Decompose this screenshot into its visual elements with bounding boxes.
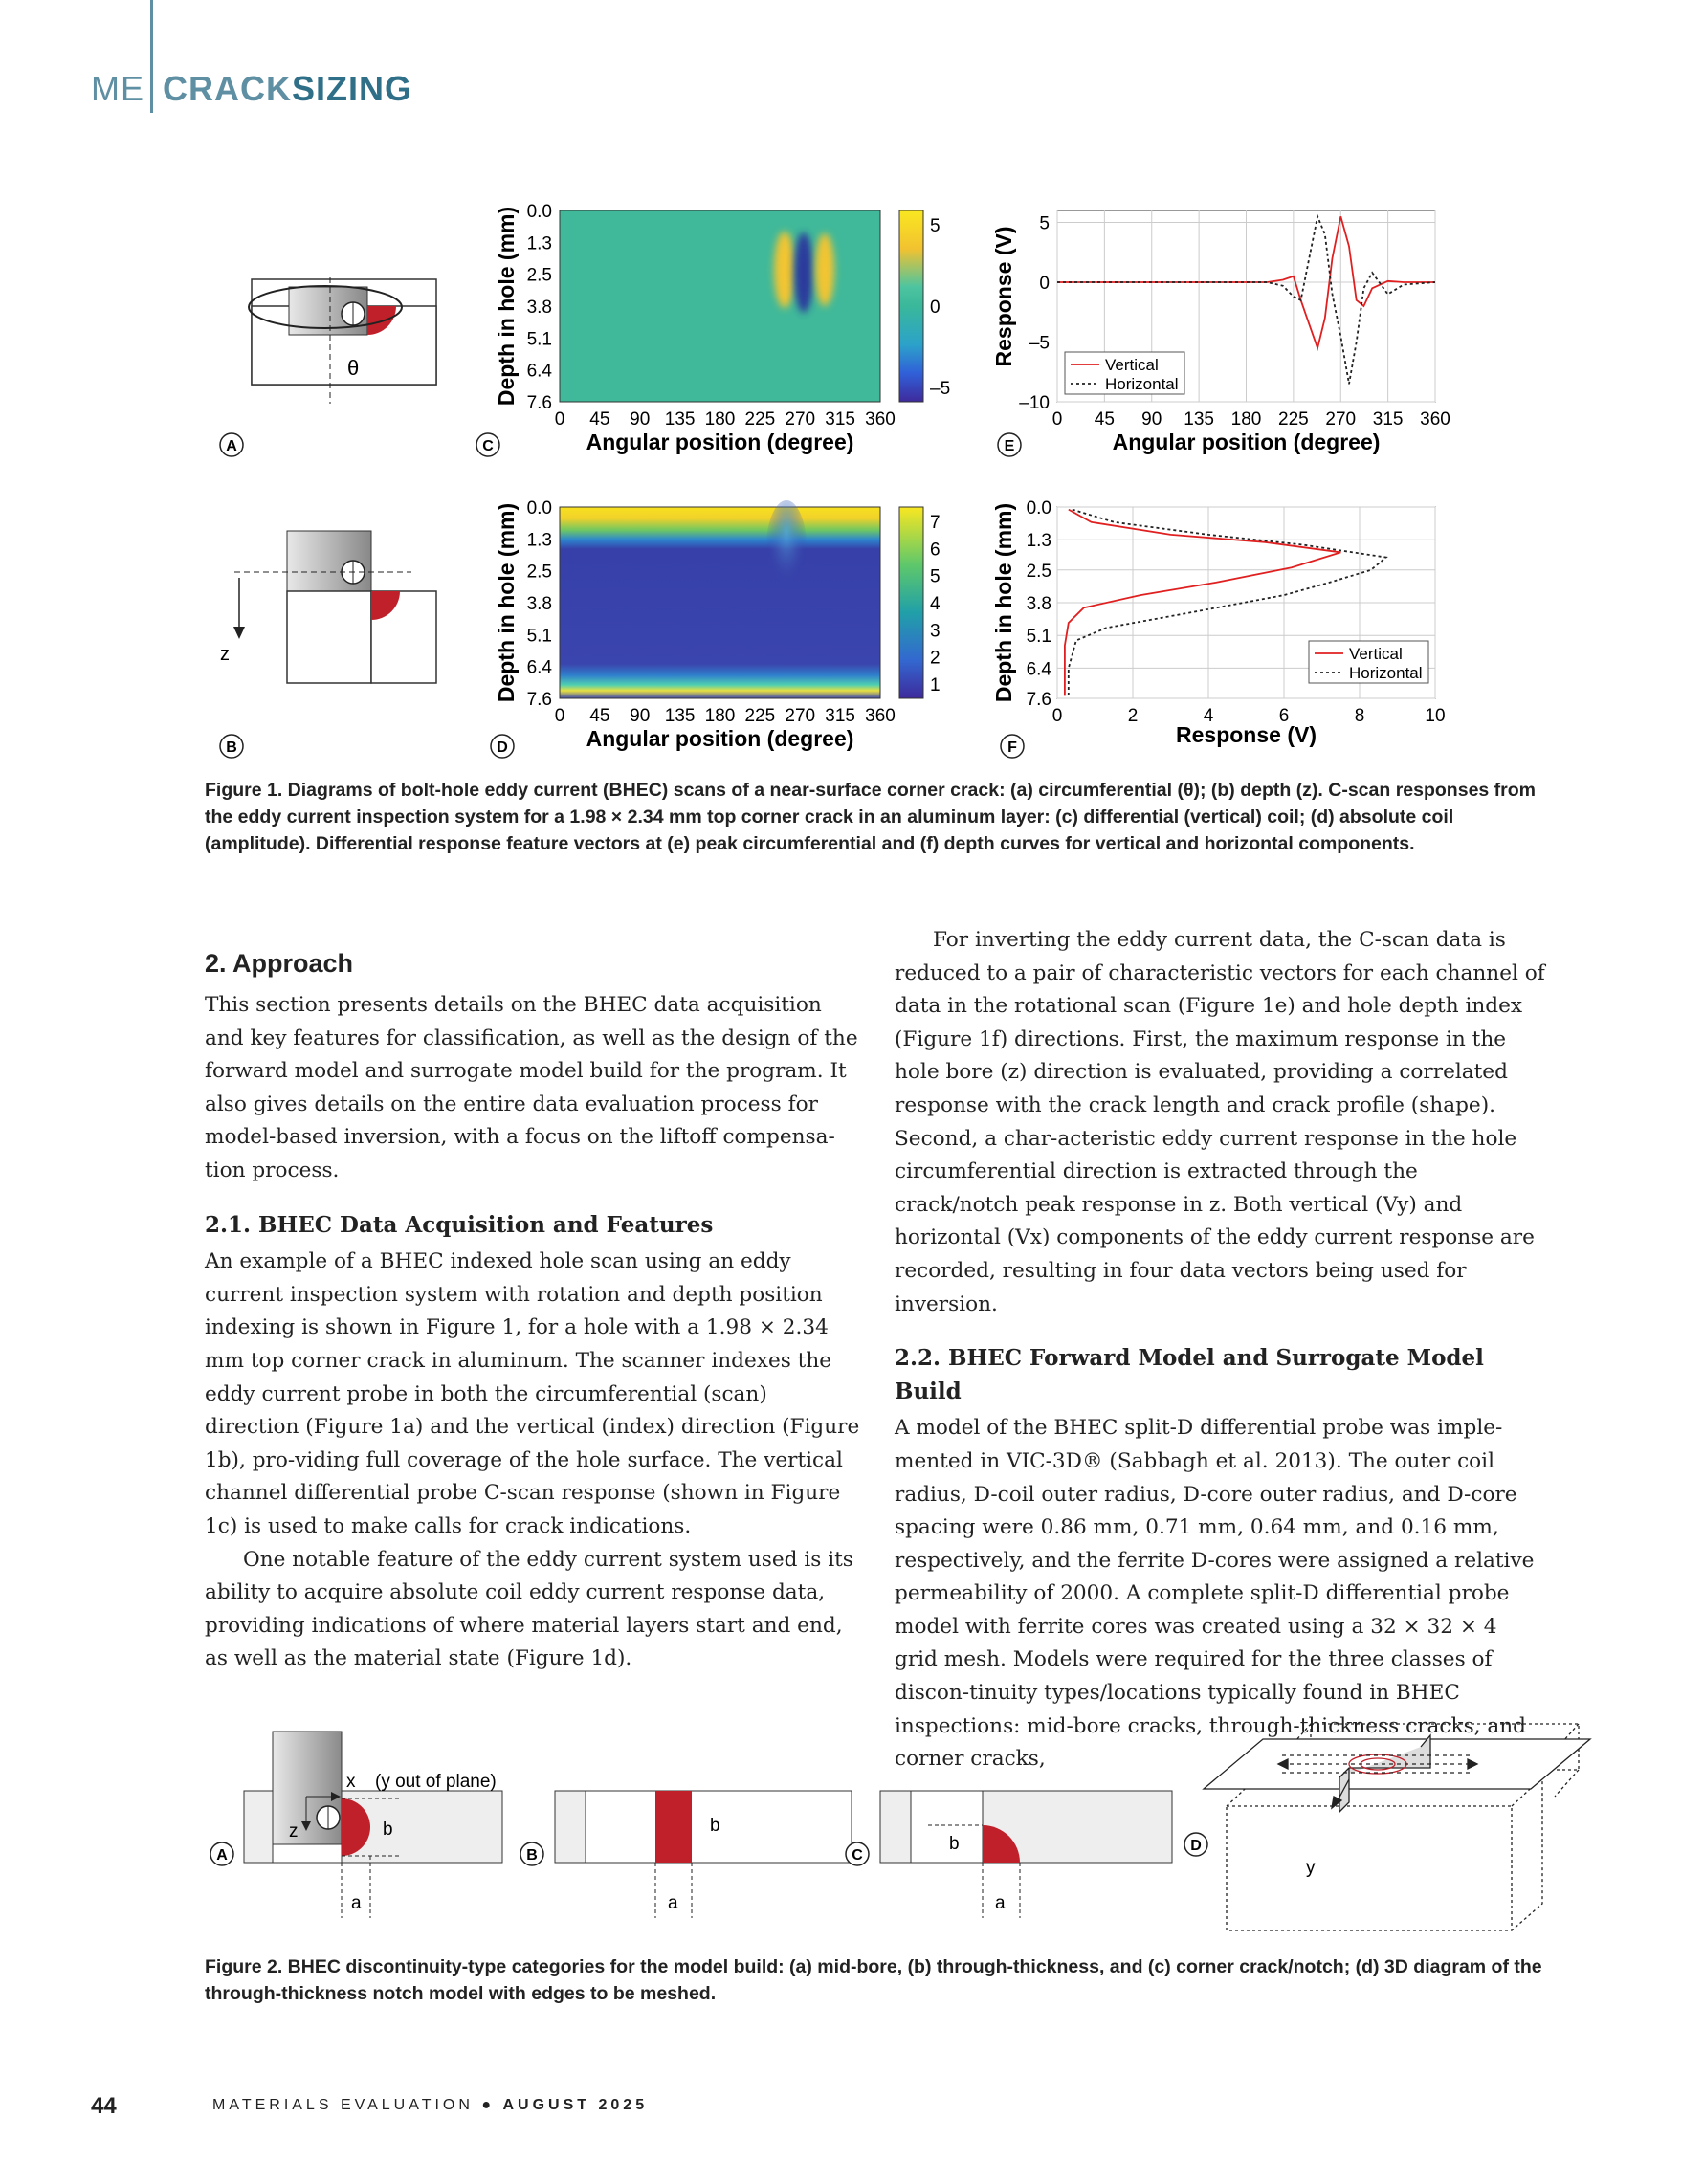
panel-letter: D xyxy=(497,739,508,756)
fig2a-b-label: b xyxy=(383,1820,393,1840)
y-axis-label: Depth in hole (mm) xyxy=(494,206,519,407)
e-y-tick-label: –10 xyxy=(1019,393,1050,413)
depth-tick-label: 0.0 xyxy=(526,498,552,518)
panel-letter: F xyxy=(1007,739,1017,756)
e-y-tick-label: 5 xyxy=(1039,213,1050,234)
fig2-panel-letter: B xyxy=(526,1847,538,1864)
fig2-panel-a xyxy=(244,1732,502,1918)
depth-tick-label: 1.3 xyxy=(526,233,552,254)
f-y-tick-label: 0.0 xyxy=(1026,498,1051,518)
angle-tick-label: 90 xyxy=(630,409,651,430)
angle-tick-label: 225 xyxy=(744,409,776,430)
angle-tick-label: 315 xyxy=(825,706,855,726)
page-number: 44 xyxy=(91,2093,117,2119)
f-y-tick-label: 6.4 xyxy=(1026,659,1051,680)
f-x-tick-label: 8 xyxy=(1354,706,1365,726)
colorbar-tick-label: 0 xyxy=(930,298,941,318)
angle-tick-label: 135 xyxy=(664,409,696,430)
colorbar-tick-label: 1 xyxy=(930,675,941,695)
colorbar-tick-label: 4 xyxy=(930,594,941,614)
depth-tick-label: 2.5 xyxy=(526,562,552,583)
colorbar-tick-label: 2 xyxy=(930,648,941,669)
angle-tick-label: 360 xyxy=(865,409,896,430)
panel-letter: A xyxy=(226,438,237,454)
depth-tick-label: 1.3 xyxy=(526,530,552,551)
angle-tick-label: 270 xyxy=(785,409,816,430)
fig2a-x-label: x xyxy=(346,1772,356,1792)
acquisition-paragraph-2: One notable feature of the eddy current system used is its ability to acquire absolute coil eddy current response data, providing indications of where material layers start and end, as well as the material state (Figure 1d). xyxy=(205,1547,853,1671)
f-x-tick-label: 6 xyxy=(1278,706,1290,726)
fig1-panel-d xyxy=(560,500,923,698)
e-x-tick-label: 0 xyxy=(1051,409,1063,430)
fig2b-b-label: b xyxy=(710,1816,720,1836)
fig1-panel-b-diagram xyxy=(220,531,436,683)
depth-tick-label: 7.6 xyxy=(526,690,552,710)
e-x-tick-label: 135 xyxy=(1184,409,1214,430)
e-x-tick-label: 315 xyxy=(1372,409,1404,430)
fig2-panel-b xyxy=(555,1791,852,1918)
angle-tick-label: 315 xyxy=(825,409,855,430)
model-paragraph: A model of the BHEC split-D differential probe was imple-mented in VIC-3D® (Sabbagh et al. 2013). The outer coil radius, D-coil outer radius, D-core outer radius, and D-core spacing were 0.86 mm, 0.71 mm, 0.64 mm, and 0.16 mm, respectively, and the ferrite D-cores were assigned a relative permeability of 2000. A complete split-D differential probe model with ferrite cores was created using a 32 × 32 × 4 grid mesh. Models were required for the three classes of discon-tinuity types/locations typically found in BHEC inspections: mid-bore cracks, through-thickness cracks, and corner cracks, xyxy=(895,1416,1535,1772)
fig1a-theta: θ xyxy=(347,356,360,380)
f-legend-vertical: Vertical xyxy=(1349,645,1403,663)
depth-tick-label: 5.1 xyxy=(526,329,552,350)
e-x-tick-label: 225 xyxy=(1278,409,1309,430)
y-axis-label: Depth in hole (mm) xyxy=(494,502,519,703)
fig1-panel-c xyxy=(560,210,923,402)
figure-2-caption: Figure 2. BHEC discontinuity-type categories for the model build: (a) mid-bore, (b) through-thickness, and (c) corner crack/notch; (d) 3D diagram of the through-thickness notch model with edges to be meshed. xyxy=(205,1956,1542,2004)
fig1b-z: z xyxy=(220,644,230,665)
f-y-tick-label: 1.3 xyxy=(1026,531,1051,552)
colorbar-tick-label: 5 xyxy=(930,566,941,587)
fig2a-z-label: z xyxy=(289,1821,299,1842)
model-heading: 2.2. BHEC Forward Model and Surrogate Model Build xyxy=(895,1345,1484,1404)
issue-date: AUGUST 2025 xyxy=(502,2097,649,2113)
f-legend-horizontal: Horizontal xyxy=(1349,664,1423,682)
angle-tick-label: 0 xyxy=(554,409,565,430)
depth-tick-label: 0.0 xyxy=(526,202,552,222)
angle-tick-label: 360 xyxy=(865,706,896,726)
e-y-tick-label: 0 xyxy=(1039,274,1050,294)
f-x-tick-label: 4 xyxy=(1203,706,1214,726)
e-x-tick-label: 360 xyxy=(1420,409,1450,430)
inversion-paragraph: For inverting the eddy current data, the C-scan data is reduced to a pair of characteristic vectors for each channel of data in the rotational scan (Figure 1e) and hole depth index (Figure 1f) directions. First, the maximum response in the hole bore (z) direction is evaluated, providing a correlated response with the crack length and crack profile (shape). Second, a char-acteristic eddy current response in the hole circumferential direction is extracted through the crack/notch peak response in z. Both vertical (Vy) and horizontal (Vx) components of the eddy current response are recorded, resulting in four data vectors being used for inversion. xyxy=(895,928,1545,1316)
f-y-tick-label: 5.1 xyxy=(1026,627,1051,648)
acquisition-heading: 2.1. BHEC Data Acquisition and Features xyxy=(205,1211,714,1238)
acquisition-paragraph-1: An example of a BHEC indexed hole scan using an eddy current inspection system with rotation and depth position indexing is shown in Figure 1, for a hole with a 1.98 × 2.34 mm top corner crack in aluminum. The scanner indexes the eddy current probe in both the circumferential (scan) direction (Figure 1a) and the vertical (index) direction (Figure 1b), pro-viding full coverage of the hole surface. The vertical channel differential probe C-scan response (shown in Figure 1c) is used to make calls for crack indications. xyxy=(205,1249,860,1538)
fig2b-a-label: a xyxy=(668,1893,678,1913)
colorbar-tick-label: 3 xyxy=(930,621,941,642)
fig2-panel-c xyxy=(880,1791,1172,1918)
e-x-axis-label: Angular position (degree) xyxy=(1112,430,1381,454)
colorbar-tick-label: 7 xyxy=(930,513,941,533)
figure-2 xyxy=(0,1712,1682,1952)
angle-tick-label: 180 xyxy=(704,409,736,430)
depth-tick-label: 6.4 xyxy=(526,361,552,382)
header-topic-bold: SIZING xyxy=(292,69,413,108)
fig2a-a-label: a xyxy=(351,1893,362,1913)
angle-tick-label: 135 xyxy=(664,706,696,726)
e-x-tick-label: 180 xyxy=(1230,409,1262,430)
footer-magazine: MATERIALS EVALUATION ● AUGUST 2025 xyxy=(212,2097,649,2113)
fig2a-y-note: (y out of plane) xyxy=(375,1772,497,1792)
panel-letter: B xyxy=(226,739,237,756)
f-y-tick-label: 2.5 xyxy=(1026,561,1051,582)
header-topic xyxy=(163,69,412,109)
e-y-axis-label: Response (V) xyxy=(991,226,1016,367)
colorbar-tick-label: 5 xyxy=(930,216,941,236)
e-x-tick-label: 270 xyxy=(1325,409,1357,430)
depth-tick-label: 6.4 xyxy=(526,657,552,678)
depth-tick-label: 2.5 xyxy=(526,265,552,286)
f-y-axis-label: Depth in hole (mm) xyxy=(991,502,1016,703)
depth-tick-label: 5.1 xyxy=(526,626,552,647)
fig2-panel-letter: A xyxy=(216,1847,228,1864)
panel-letter: C xyxy=(482,438,494,454)
header-section: ME xyxy=(91,69,144,108)
fig2-panel-d xyxy=(1204,1724,1590,1930)
depth-tick-label: 3.8 xyxy=(526,298,552,318)
f-y-tick-label: 7.6 xyxy=(1026,690,1051,710)
f-x-axis-label: Response (V) xyxy=(1176,722,1317,747)
approach-paragraph: This section presents details on the BHEC data acquisition and key features for classification, as well as the design of the forward model and surrogate model build for the program. It also gives details on the entire data evaluation process for model-based inversion, with a focus on the liftoff compensa-tion process. xyxy=(205,993,858,1182)
fig2-panel-letter: D xyxy=(1190,1838,1202,1854)
header-topic-light: CRACK xyxy=(163,69,292,108)
panel-letter: E xyxy=(1004,438,1015,454)
depth-tick-label: 3.8 xyxy=(526,594,552,614)
e-x-tick-label: 90 xyxy=(1141,409,1162,430)
angle-tick-label: 45 xyxy=(589,706,610,726)
colorbar-tick-label: –5 xyxy=(930,379,951,399)
fig2c-b-label: b xyxy=(949,1834,960,1854)
left-column xyxy=(205,989,865,1676)
e-x-tick-label: 45 xyxy=(1094,409,1115,430)
f-x-tick-label: 10 xyxy=(1425,706,1446,726)
x-axis-label: Angular position (degree) xyxy=(586,726,854,751)
figure-1 xyxy=(0,182,1682,775)
e-legend-vertical: Vertical xyxy=(1105,356,1159,374)
fig2d-y-label: y xyxy=(1306,1858,1316,1878)
magazine-name: MATERIALS EVALUATION xyxy=(212,2097,474,2113)
fig1-panel-a-diagram xyxy=(249,277,436,404)
colorbar-tick-label: 6 xyxy=(930,540,941,561)
f-y-tick-label: 3.8 xyxy=(1026,594,1051,614)
f-x-tick-label: 0 xyxy=(1051,706,1063,726)
f-x-tick-label: 2 xyxy=(1127,706,1139,726)
angle-tick-label: 90 xyxy=(630,706,651,726)
x-axis-label: Angular position (degree) xyxy=(586,430,854,454)
fig2-panel-letter: C xyxy=(852,1847,863,1864)
fig2b-crack xyxy=(655,1791,692,1863)
fig2c-a-label: a xyxy=(995,1893,1006,1913)
right-column xyxy=(895,924,1545,1776)
figure-1-caption: Figure 1. Diagrams of bolt-hole eddy current (BHEC) scans of a near-surface corner crack: (a) circumferential (θ); (b) depth (z). C-scan responses from the eddy current inspection system for a 1.98 × 2.34 mm top corner crack in an aluminum layer: (c) differential (vertical) coil; (d) absolute coil (amplitude). Differential response feature vectors at (e) peak circumferential and (f) depth curves for vertical and horizontal components. xyxy=(205,780,1537,854)
angle-tick-label: 225 xyxy=(744,706,776,726)
e-legend-horizontal: Horizontal xyxy=(1105,375,1179,393)
angle-tick-label: 45 xyxy=(589,409,610,430)
e-y-tick-label: –5 xyxy=(1029,333,1050,354)
angle-tick-label: 180 xyxy=(704,706,736,726)
depth-tick-label: 7.6 xyxy=(526,393,552,413)
header-rule xyxy=(150,0,153,113)
approach-heading: 2. Approach xyxy=(205,949,354,978)
angle-tick-label: 0 xyxy=(554,706,565,726)
angle-tick-label: 270 xyxy=(785,706,816,726)
